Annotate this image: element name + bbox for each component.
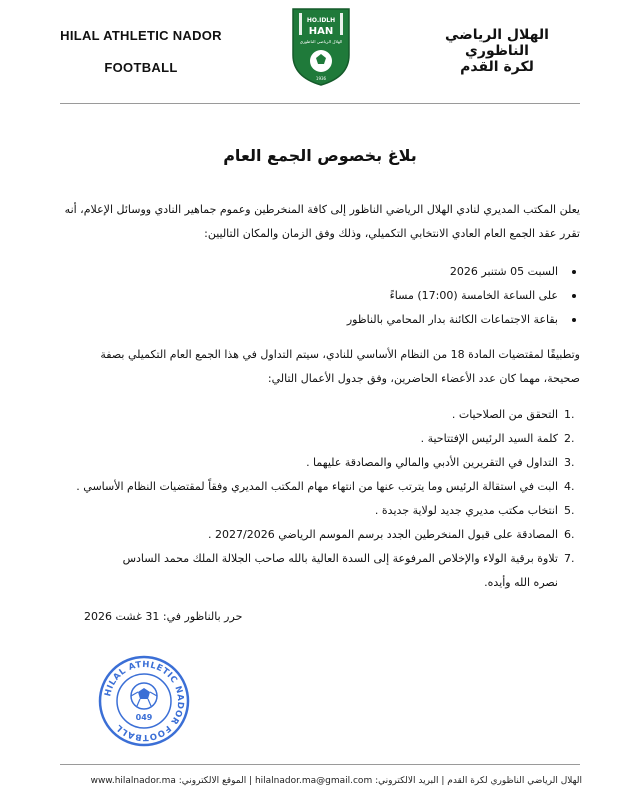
agenda-item: [70, 427, 582, 451]
club-name-ar: الهلال الرياضي الناظوري: [445, 27, 549, 59]
agenda-item: [70, 523, 582, 547]
detail-date: السبت 05 شتنبر 2026: [60, 260, 582, 284]
agenda-number: 6 .: [564, 523, 582, 547]
agenda-item: [70, 547, 582, 595]
agenda-item: [70, 475, 582, 499]
agenda-item: [70, 403, 582, 427]
agenda-number: 5 .: [564, 499, 582, 523]
agenda-number: 3 .: [564, 451, 582, 475]
agenda-text: تلاوة برقية الولاء والإخلاص المرفوعة إلى السدة العالية بالله صاحب الجلالة الملك محمد السادس نصره الله وأيده.: [122, 552, 558, 589]
statute-line: صحيحة، مهما كان عدد الأعضاء الحاضرين، وفق جدول الأعمال التالي:: [267, 372, 580, 385]
footer-contact: الهلال الرياضي الناظوري لكرة القدم | البريد الالكتروني: hilalnador.ma@gmail.com | الموقع الالكتروني: www.hilalnador.ma: [90, 776, 582, 786]
section-name-ar: لكرة القدم: [460, 59, 534, 75]
agenda-number: 1 .: [564, 403, 582, 427]
club-logo: [291, 7, 351, 87]
logo-year: 1936: [315, 76, 327, 81]
intro-paragraph: [60, 198, 580, 246]
agenda-text: المصادقة على قبول المنخرطين الجدد برسم الموسم الرياضي 2027/2026 .: [208, 528, 558, 541]
club-stamp: [98, 655, 190, 747]
agenda-text: كلمة السيد الرئيس الإفتتاحية .: [420, 432, 558, 445]
logo-text-ar: الهلال الرياضي الناظوري: [299, 39, 343, 44]
agenda-number: 2 .: [564, 427, 582, 451]
logo-text-mid: HAN: [308, 26, 334, 37]
intro-line: تقرر عقد الجمع العام العادي الانتخابي التكميلي، وذلك وفق الزمان والمكان التاليين:: [204, 227, 580, 240]
statute-line: وتطبيقًا لمقتضيات المادة 18 من النظام الأساسي للنادي، سيتم التداول في هذا الجمع العام التكميلي بصفة: [100, 348, 580, 361]
agenda-text: البت في استقالة الرئيس وما يترتب عنها من انتهاء مهام المكتب المديري وفقاً لمقتضيات النظام الأساسي .: [76, 480, 558, 493]
stamp-number: 049: [135, 713, 153, 722]
announcement-title: بلاغ بخصوص الجمع العام: [223, 146, 417, 165]
detail-venue: بقاعة الاجتماعات الكائنة بدار المحامي بالناظور: [60, 308, 582, 332]
agenda-number: 4 .: [564, 475, 582, 499]
agenda-text: انتخاب مكتب مديري جديد لولاية جديدة .: [374, 504, 558, 517]
footer-divider: [60, 764, 580, 765]
section-name-en: FOOTBALL: [104, 60, 178, 75]
statute-paragraph: [60, 343, 580, 391]
intro-line: يعلن المكتب المديري لنادي الهلال الرياضي الناظور إلى كافة المنخرطين وعموم جماهير النادي ووسائل الإعلام، أنه: [64, 203, 580, 216]
agenda-text: التحقق من الصلاحيات .: [451, 408, 558, 421]
signed-place-date: حرر بالناظور في: 31 غشت 2026: [84, 610, 243, 623]
agenda-item: [70, 499, 582, 523]
club-name-en: HILAL ATHLETIC NADOR: [60, 28, 222, 43]
logo-text-top: HO.IDLH: [306, 17, 336, 24]
meeting-details-list: [60, 260, 582, 332]
header-divider: [60, 103, 580, 104]
detail-time: على الساعة الخامسة (17:00) مساءً: [60, 284, 582, 308]
stamp-ring-text: HILAL ATHLETIC NADOR FOOTBALL: [103, 659, 186, 743]
agenda-text: التداول في التقريرين الأدبي والمالي والمصادقة عليهما .: [306, 456, 558, 469]
agenda-list: [70, 403, 582, 595]
agenda-number: 7 .: [564, 547, 582, 571]
agenda-item: [70, 451, 582, 475]
